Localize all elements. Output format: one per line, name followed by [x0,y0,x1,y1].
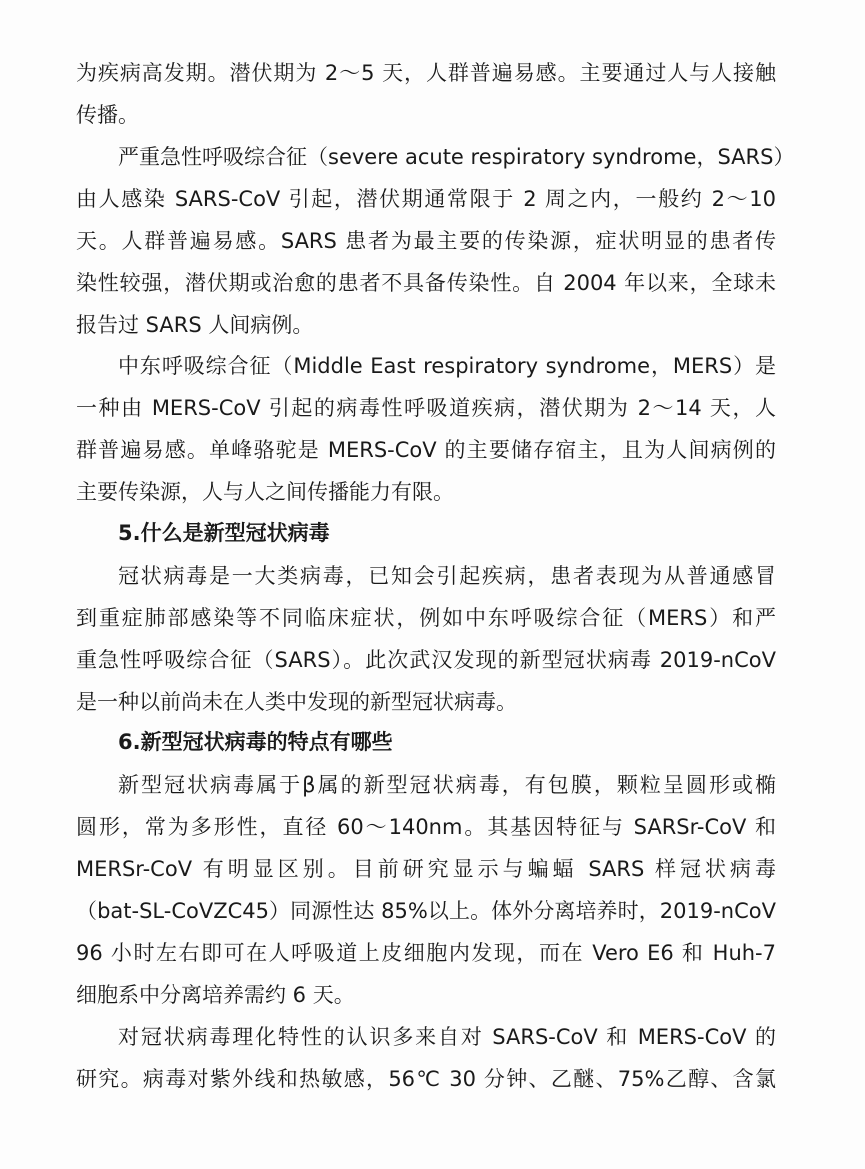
text-line: 圆形，常为多形性，直径 60～140nm。其基因特征与 SARSr-CoV 和 [76,815,776,839]
text-line: 细胞系中分离培养需约 6 天。 [76,983,355,1007]
text-line: 新型冠状病毒属于β属的新型冠状病毒，有包膜，颗粒呈圆形或椭 [118,773,776,797]
text-line: 到重症肺部感染等不同临床症状，例如中东呼吸综合征（MERS）和严 [76,606,776,630]
text-line: 严重急性呼吸综合征（severe acute respiratory syndrome，SARS） [118,145,795,169]
text-line: 传播。 [76,103,139,127]
text-line: 是一种以前尚未在人类中发现的新型冠状病毒。 [76,690,517,714]
text-line: 染性较强，潜伏期或治愈的患者不具备传染性。自 2004 年以来，全球未 [76,271,776,295]
text-line: 研究。病毒对紫外线和热敏感，56℃ 30 分钟、乙醚、75%乙醇、含氯 [76,1067,776,1091]
text-line: 对冠状病毒理化特性的认识多来自对 SARS-CoV 和 MERS-CoV 的 [118,1025,776,1049]
section-heading: 6.新型冠状病毒的特点有哪些 [118,730,393,754]
text-line: 天。人群普遍易感。SARS 患者为最主要的传染源，症状明显的患者传 [76,229,776,253]
text-line: 由人感染 SARS-CoV 引起，潜伏期通常限于 2 周之内，一般约 2～10 [76,187,776,211]
text-line: 冠状病毒是一大类病毒，已知会引起疾病，患者表现为从普通感冒 [118,564,776,588]
text-line: MERSr-CoV 有明显区别。目前研究显示与蝙蝠 SARS 样冠状病毒 [76,857,776,881]
text-line: 群普遍易感。单峰骆驼是 MERS-CoV 的主要储存宿主，且为人间病例的 [76,438,776,462]
text-line: 一种由 MERS-CoV 引起的病毒性呼吸道疾病，潜伏期为 2～14 天，人 [76,396,776,420]
text-line: 主要传染源，人与人之间传播能力有限。 [76,480,454,504]
text-line: （bat-SL-CoVZC45）同源性达 85%以上。体外分离培养时，2019-nCoV [76,899,776,923]
text-line: 重急性呼吸综合征（SARS）。此次武汉发现的新型冠状病毒 2019-nCoV [76,648,776,672]
text-line: 报告过 SARS 人间病例。 [76,313,314,337]
text-line: 为疾病高发期。潜伏期为 2～5 天，人群普遍易感。主要通过人与人接触 [76,61,776,85]
text-line: 中东呼吸综合征（Middle East respiratory syndrome，MERS）是 [118,354,776,378]
section-heading: 5.什么是新型冠状病毒 [118,521,330,545]
text-line: 96 小时左右即可在人呼吸道上皮细胞内发现，而在 Vero E6 和 Huh-7 [76,941,776,965]
